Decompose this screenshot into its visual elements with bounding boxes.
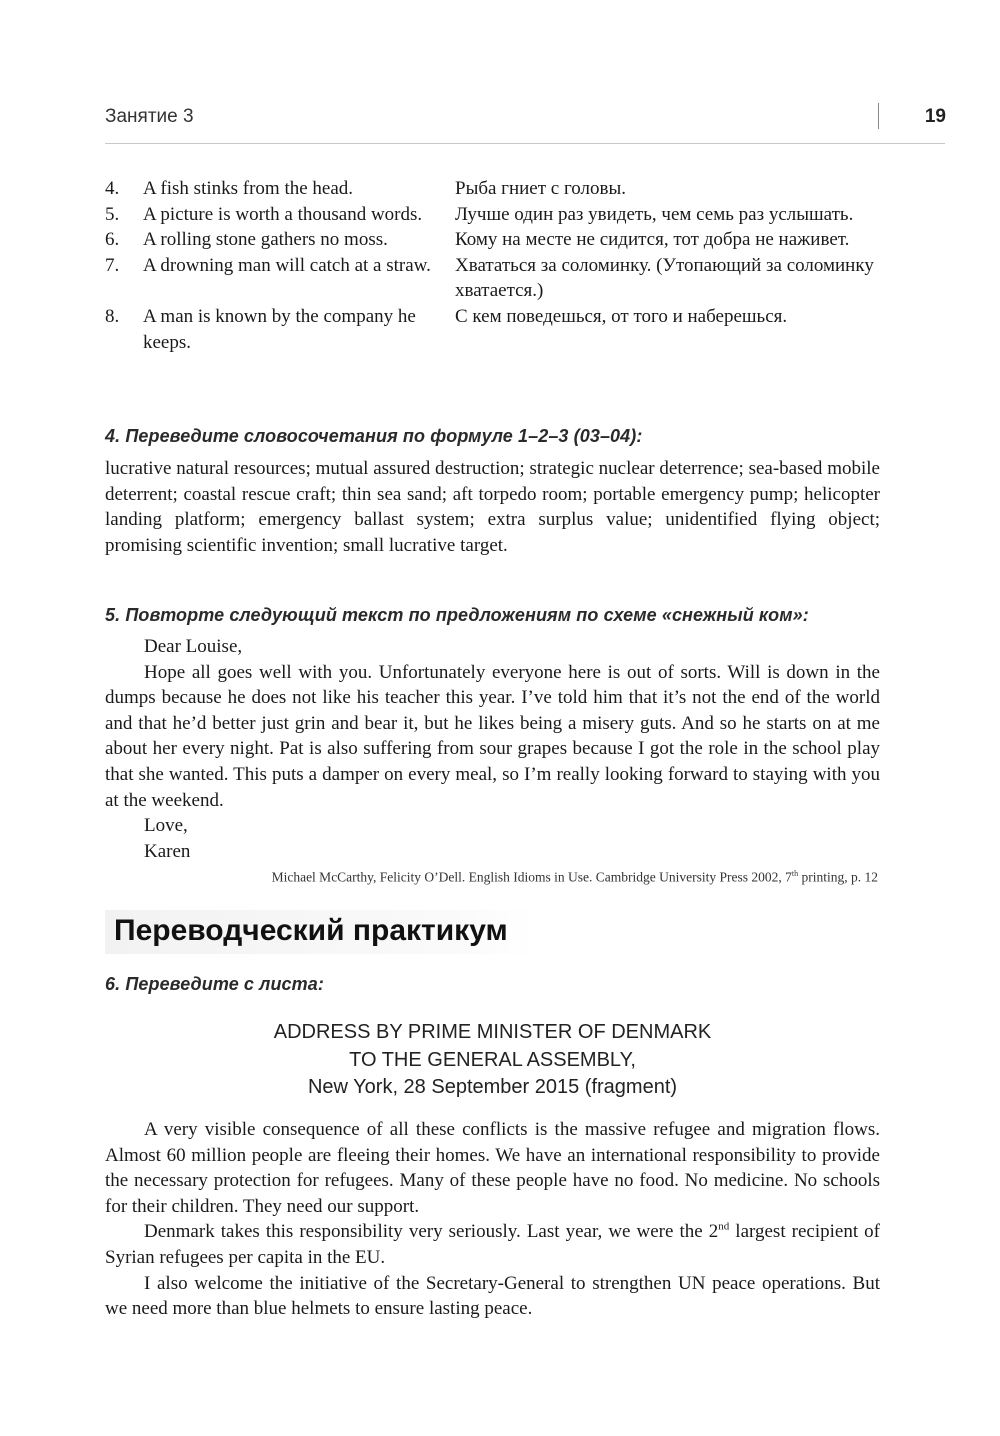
task-4-heading: 4. Переведите словосочетания по формуле 1–2–3 (03–04): [105, 426, 643, 446]
russian-equivalent: Хвататься за соломинку. (Утопающий за соломинку хватается.) [455, 254, 874, 302]
letter-greeting: Dear Louise, [144, 636, 243, 657]
running-head: Занятие 3 [105, 106, 194, 127]
speech-text-part: largest recipient of Syrian refugees per capita in the EU. [105, 1221, 880, 1268]
list-item [105, 176, 895, 202]
page-number: 19 [924, 106, 946, 127]
address-title [105, 1019, 880, 1102]
item-number: 7. [105, 254, 120, 276]
address-title-line: ADDRESS BY PRIME MINISTER OF DENMARK [273, 1021, 712, 1043]
letter-body: Hope all goes well with you. Unfortunately everyone here is out of sorts. Will is down in the dumps because he does not like his teacher this year. I’ve told him that it’s not the end of the world and that he’d better just grin and bear it, but he likes being a misery guts. And so he starts on at me about her every night. Pat is also suffering from sour grapes because I got the role in the school play that she wanted. This puts a damper on every meal, so I’m really looking forward to staying with you at the weekend. [105, 661, 880, 811]
task-5-heading: 5. Повторте следующий текст по предложениям по схеме «снежный ком»: [105, 605, 809, 625]
citation-ordinal: th [791, 869, 799, 878]
address-title-line: TO THE GENERAL ASSEMBLY, [349, 1048, 636, 1071]
proverb-list [105, 176, 895, 355]
letter-signature: Karen [144, 840, 191, 862]
english-proverb: A picture is worth a thousand words. [143, 203, 423, 225]
letter-closing: Love, [144, 815, 188, 837]
russian-equivalent: Кому на месте не сидится, тот добра не наживет. [455, 229, 850, 251]
header-divider [878, 103, 879, 129]
list-item [105, 253, 895, 304]
list-item [105, 304, 895, 355]
list-item [105, 227, 895, 253]
letter [105, 634, 880, 864]
english-proverb: A fish stinks from the head. [143, 178, 354, 199]
item-number: 5. [105, 203, 120, 225]
russian-equivalent: Рыба гниет с головы. [455, 178, 627, 199]
source-citation [272, 869, 878, 886]
section-title: Переводческий практикум [114, 914, 508, 947]
section-title-box [105, 910, 537, 954]
citation-text: Michael McCarthy, Felicity O’Dell. English Idioms in Use. Cambridge University Press 2002, 7 [271, 869, 792, 885]
speech-paragraph [105, 1219, 880, 1270]
item-number: 4. [105, 178, 120, 199]
english-proverb: A rolling stone gathers no moss. [143, 229, 388, 251]
collocations-paragraph: lucrative natural resources; mutual assured destruction; strategic nuclear deterrence; sea-based mobile deterrent; coastal rescue craft; thin sea sand; aft torpedo room; portable emergency pump; helicopter landing platform; emergency ballast system; extra surplus value; unidentified flying object; promising scientific invention; small lucrative target. [105, 458, 880, 556]
english-proverb: A drowning man will catch at a straw. [143, 254, 431, 276]
task-4-text [105, 456, 880, 558]
ordinal-suffix: nd [718, 1221, 730, 1234]
header-rule [105, 143, 945, 144]
speech-paragraph: A very visible consequence of all these conflicts is the massive refugee and migration flows. Almost 60 million people are fleeing their homes. We have an international responsibility to provide the necessary protection for refugees. Many of these people have no food. No medicine. No schools for their children. They need our support. [105, 1119, 880, 1217]
speech-text-part: Denmark takes this responsibility very seriously. Last year, we were the 2 [144, 1221, 719, 1243]
item-number: 6. [105, 229, 120, 251]
speech-text [105, 1117, 880, 1322]
english-proverb: A man is known by the company he keeps. [143, 305, 416, 353]
russian-equivalent: Лучше один раз увидеть, чем семь раз услышать. [455, 203, 854, 225]
task-6-heading: 6. Переведите с листа: [105, 974, 324, 994]
address-date-line: New York, 28 September 2015 (fragment) [307, 1076, 678, 1098]
speech-paragraph: I also welcome the initiative of the Secretary-General to strengthen UN peace operations. But we need more than blue helmets to ensure lasting peace. [105, 1272, 880, 1320]
item-number: 8. [105, 305, 120, 327]
russian-equivalent: С кем поведешься, от того и наберешься. [455, 305, 788, 327]
citation-tail: printing, p. 12 [798, 869, 878, 885]
list-item [105, 202, 895, 228]
